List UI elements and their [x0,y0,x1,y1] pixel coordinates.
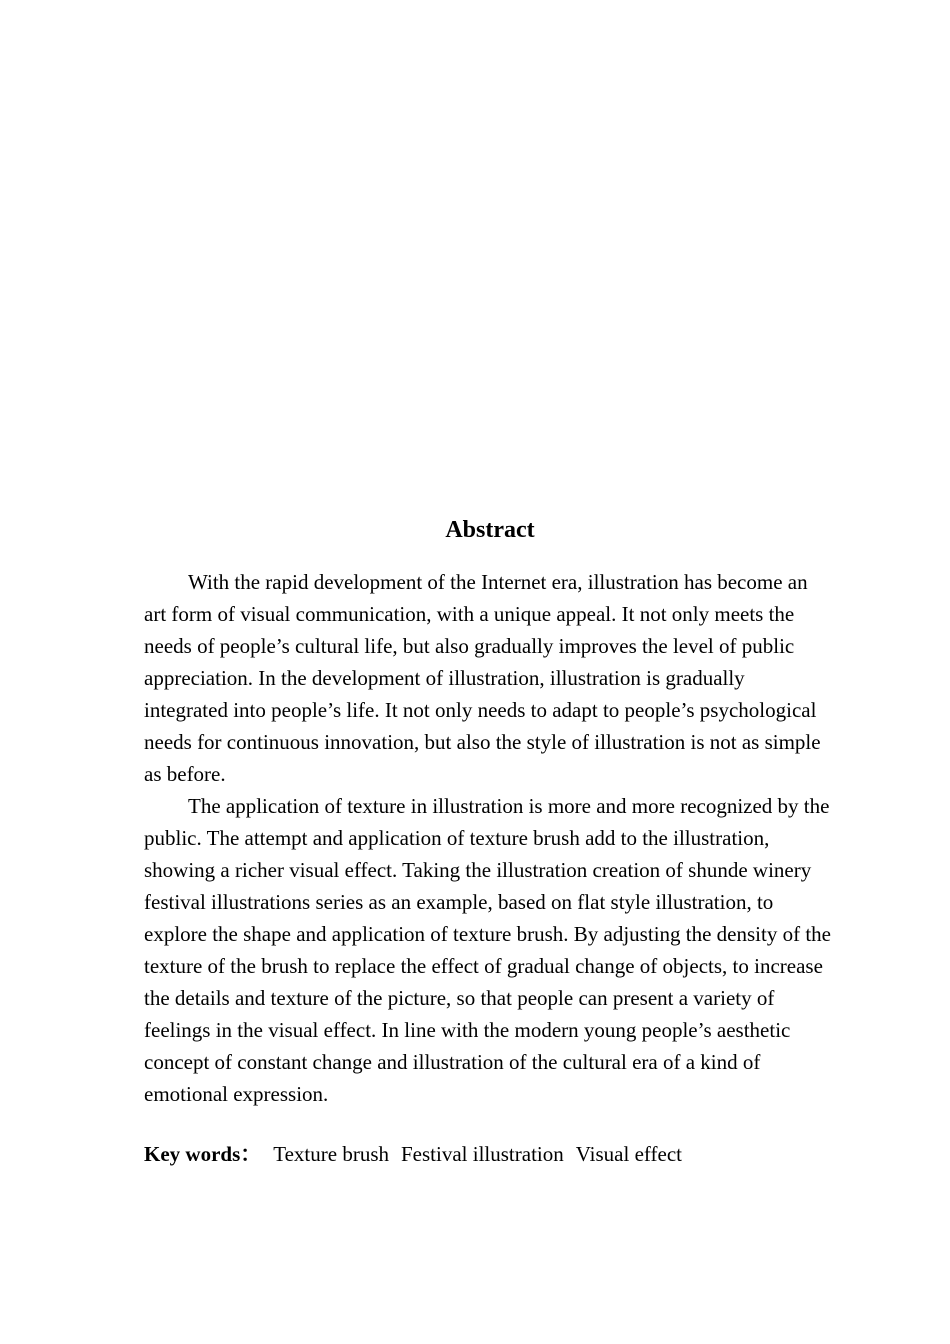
keywords-line [144,1138,832,1170]
keywords-label: Key words： [144,1142,262,1166]
abstract-paragraph-2: The application of texture in illustration is more and more recognized by the public. The attempt and application of texture brush add to the illustration, showing a richer visual effect. Taking the illustration creation of shunde winery festival illustrations series as an example, based on flat style illustration, to explore the shape and application of texture brush. By adjusting the density of the texture of the brush to replace the effect of gradual change of objects, to increase the details and texture of the picture, so that people can present a variety of feelings in the visual effect. In line with the modern young people’s aesthetic concept of constant change and illustration of the cultural era of a kind of emotional expression. [144,794,831,1106]
keyword-item: Festival illustration [401,1142,564,1166]
abstract-paragraph-1: With the rapid development of the Internet era, illustration has become an art form of visual communication, with a unique appeal. It not only meets the needs of people’s cultural life, but also gradually improves the level of public appreciation. In the development of illustration, illustration is gradually integrated into people’s life. It not only needs to adapt to people’s psychological needs for continuous innovation, but also the style of illustration is not as simple as before. [144,570,821,786]
keyword-item: Texture brush [273,1142,389,1166]
keyword-item: Visual effect [575,1142,682,1166]
abstract-body [144,566,832,1110]
abstract-title: Abstract [445,517,535,543]
